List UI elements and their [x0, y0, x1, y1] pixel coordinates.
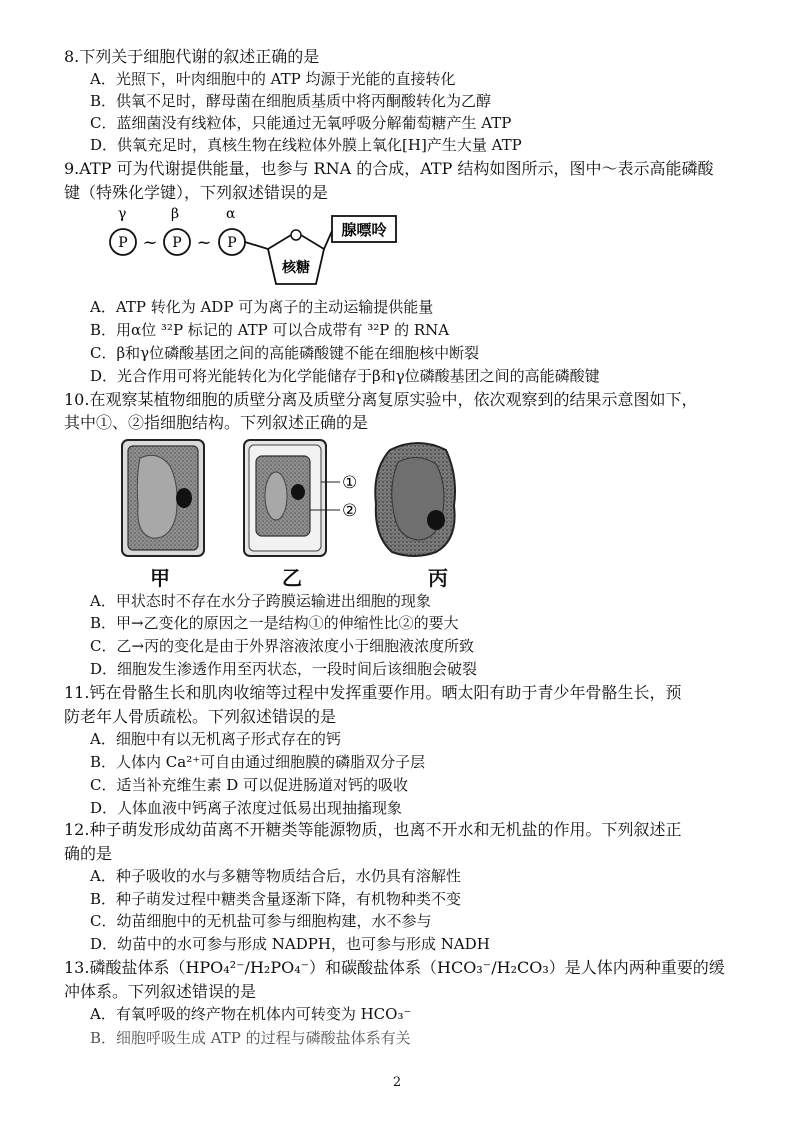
ribose-label: 核糖 [282, 260, 310, 276]
question-8-stem: 8.下列关于细胞代谢的叙述正确的是 [64, 47, 320, 66]
high-energy-bond-1: ~ [142, 232, 158, 253]
question-12-option-a: A．种子吸收的水与多糖等物质结合后，水仍具有溶解性 [90, 867, 461, 885]
question-8-option-b: B．供氧不足时，酵母菌在细胞质基质中将丙酮酸转化为乙醇 [90, 92, 492, 110]
sugar-base-bond [324, 231, 332, 249]
plasmolysis-diagram [118, 436, 458, 560]
question-9-stem-line2: 键（特殊化学键），下列叙述错误的是 [64, 183, 329, 202]
question-11-stem-line2: 防老年人骨质疏松。下列叙述错误的是 [64, 707, 337, 726]
question-10-stem-line2: 其中①、②指细胞结构。下列叙述正确的是 [64, 413, 369, 432]
label-jia: 甲 [150, 566, 170, 590]
question-13-option-a: A．有氧呼吸的终产物在机体内可转变为 HCO₃⁻ [90, 1005, 412, 1023]
label-yi: 乙 [282, 566, 302, 590]
structure-2-label: ② [342, 501, 358, 521]
question-11-stem-line1: 11.钙在骨骼生长和肌肉收缩等过程中发挥重要作用。晒太阳有助于青少年骨骼生长，预 [64, 683, 682, 702]
question-10-option-c: C．乙→丙的变化是由于外界溶液浓度小于细胞液浓度所致 [90, 637, 475, 655]
question-9-option-d: D．光合作用可将光能转化为化学能储存于β和γ位磷酸基团之间的高能磷酸键 [90, 367, 600, 385]
question-12-stem-line2: 确的是 [64, 844, 113, 863]
question-10-stem-line1: 10.在观察某植物细胞的质壁分离及质壁分离复原实验中，依次观察到的结果示意图如下， [64, 390, 698, 409]
question-10-option-b: B．甲→乙变化的原因之一是结构①的伸缩性比②的要大 [90, 614, 459, 632]
atp-structure-diagram [96, 204, 416, 290]
question-12-stem-line1: 12.种子萌发形成幼苗离不开糖类等能源物质，也离不开水和无机盐的作用。下列叙述正 [64, 820, 682, 839]
question-12-option-b: B．种子萌发过程中糖类含量逐渐下降，有机物种类不变 [90, 890, 462, 908]
adenine-label: 腺嘌呤 [341, 221, 387, 239]
question-11-option-b: B．人体内 Ca²⁺可自由通过细胞膜的磷脂双分子层 [90, 753, 426, 771]
high-energy-bond-2: ~ [196, 232, 212, 253]
label-bing: 丙 [428, 566, 448, 590]
alpha-label: α [226, 206, 236, 222]
question-11-option-a: A．细胞中有以无机离子形式存在的钙 [90, 730, 341, 748]
question-11-option-d: D．人体血液中钙离子浓度过低易出现抽搐现象 [90, 799, 403, 817]
structure-1-label: ① [342, 473, 358, 493]
phosphate-sugar-bond [245, 242, 268, 249]
cell-bing-nucleus [427, 510, 445, 530]
phosphate-alpha-label: P [227, 235, 237, 251]
question-11-option-c: C．适当补充维生素 D 可以促进肠道对钙的吸收 [90, 776, 409, 794]
question-8-option-c: C．蓝细菌没有线粒体，只能通过无氧呼吸分解葡萄糖产生 ATP [90, 114, 512, 132]
page-number: 2 [392, 1075, 402, 1090]
cell-yi-nucleus [291, 484, 305, 500]
question-10-option-a: A．甲状态时不存在水分子跨膜运输进出细胞的现象 [90, 592, 431, 610]
question-9-option-a: A．ATP 转化为 ADP 可为离子的主动运输提供能量 [90, 298, 434, 316]
cell-jia [122, 440, 204, 556]
beta-label: β [171, 206, 180, 222]
question-13-stem-line2: 冲体系。下列叙述错误的是 [64, 982, 257, 1001]
question-13-stem-line1: 13.磷酸盐体系（HPO₄²⁻/H₂PO₄⁻）和碳酸盐体系（HCO₃⁻/H₂CO₃）是人体内两种重要的缓 [64, 958, 725, 977]
cell-jia-vacuole [137, 455, 177, 538]
question-9-option-b: B．用α位 ³²P 标记的 ATP 可以合成带有 ³²P 的 RNA [90, 321, 450, 339]
question-8-option-a: A．光照下，叶肉细胞中的 ATP 均源于光能的直接转化 [90, 70, 456, 88]
ring-oxygen [291, 230, 301, 240]
question-8-option-d: D．供氧充足时，真核生物在线粒体外膜上氧化[H]产生大量 ATP [90, 136, 522, 154]
cell-yi-vacuole [265, 472, 287, 520]
cell-jia-nucleus [176, 488, 192, 508]
question-13-option-b: B．细胞呼吸生成 ATP 的过程与磷酸盐体系有关 [90, 1029, 411, 1047]
gamma-label: γ [118, 206, 127, 222]
phosphate-gamma-label: P [118, 235, 128, 251]
question-12-option-c: C．幼苗细胞中的无机盐可参与细胞构建，水不参与 [90, 912, 432, 930]
question-12-option-d: D．幼苗中的水可参与形成 NADPH，也可参与形成 NADH [90, 935, 490, 953]
question-9-stem-line1: 9.ATP 可为代谢提供能量，也参与 RNA 的合成，ATP 结构如图所示，图中～表示高能磷酸 [64, 159, 714, 178]
question-9-option-c: C．β和γ位磷酸基团之间的高能磷酸键不能在细胞核中断裂 [90, 344, 480, 362]
cell-bing [375, 443, 455, 556]
question-10-option-d: D．细胞发生渗透作用至丙状态，一段时间后该细胞会破裂 [90, 660, 478, 678]
phosphate-beta-label: P [172, 235, 182, 251]
cell-yi [244, 440, 357, 556]
